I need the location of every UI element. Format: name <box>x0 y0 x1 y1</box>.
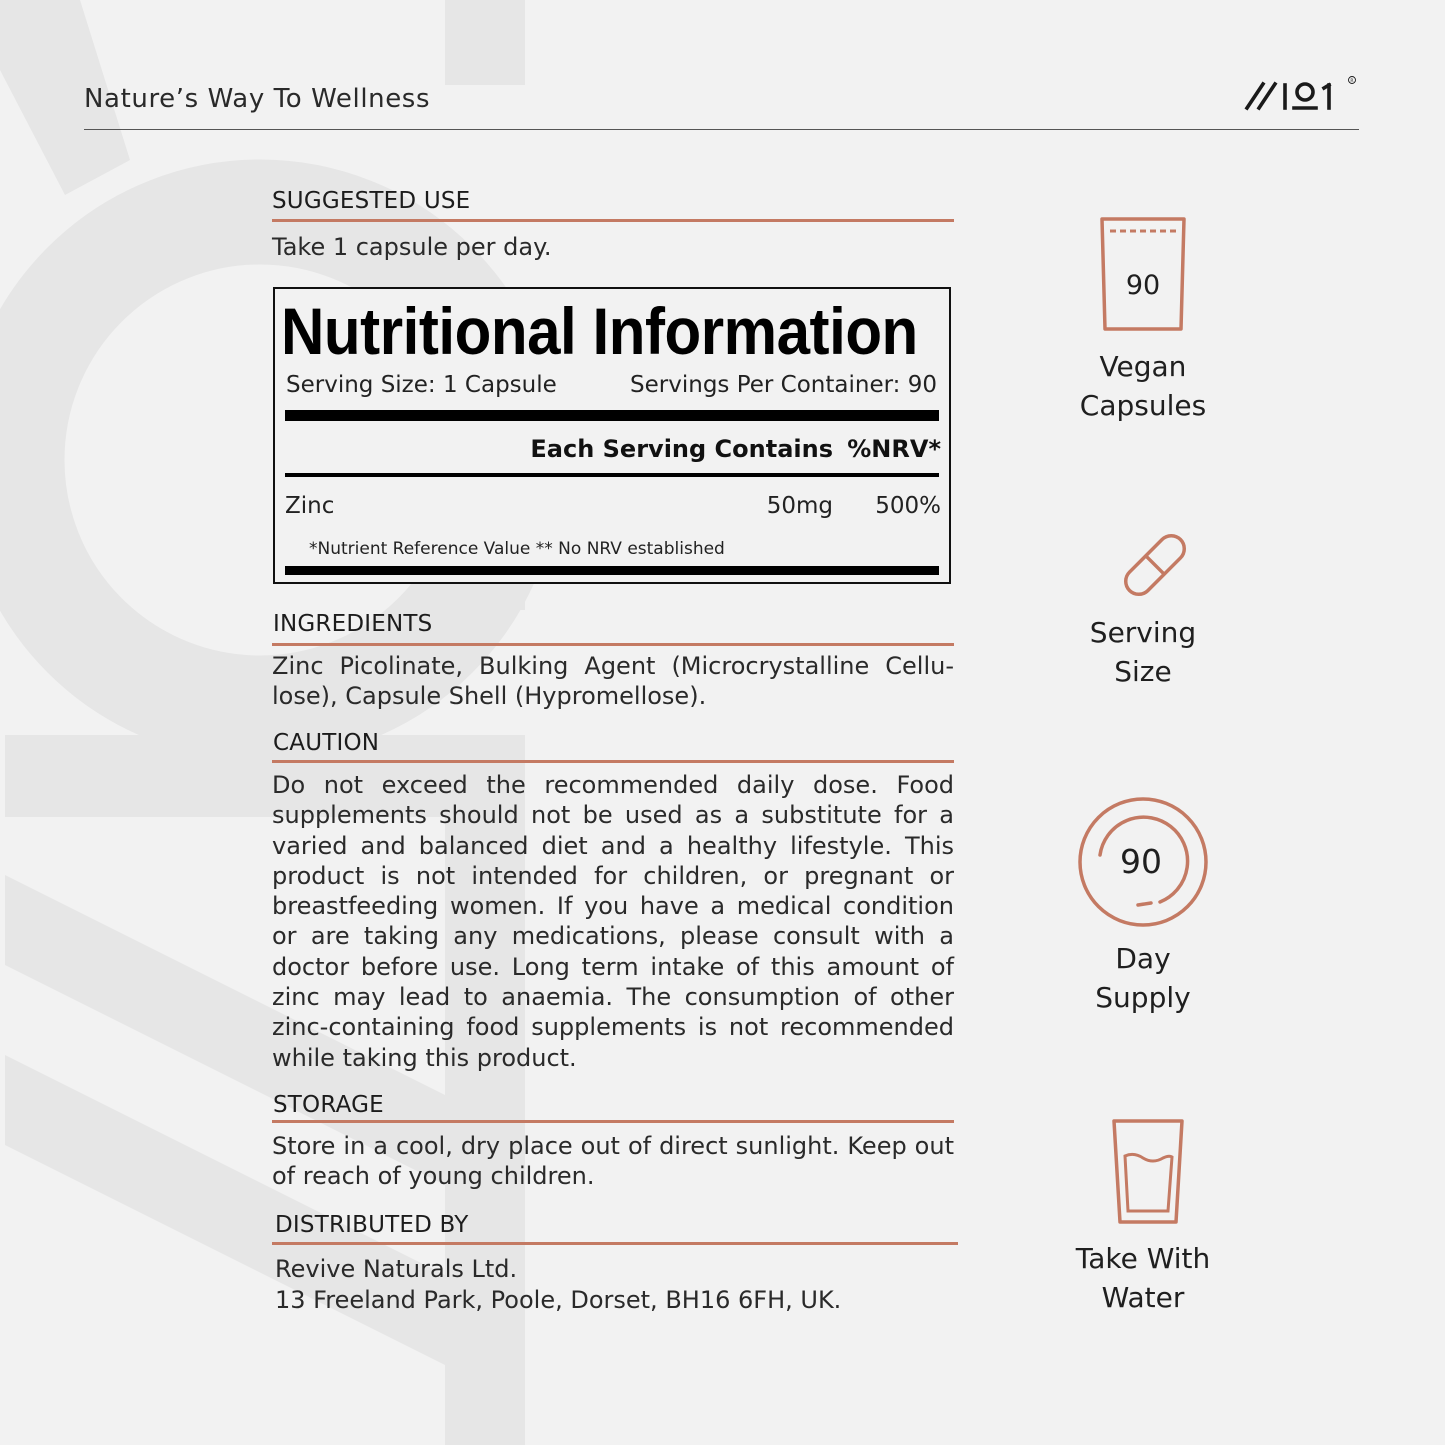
each-serving-header: Each Serving Contains <box>530 435 833 463</box>
supply-days: 90 <box>1120 842 1162 881</box>
storage-title: STORAGE <box>273 1092 384 1118</box>
ingredients-line: lose), Capsule Shell (Hypromellose). <box>272 682 707 711</box>
nutrition-thin-bar <box>285 473 939 477</box>
badge-take-with-water <box>1023 1239 1263 1317</box>
badge-label-line: Supply <box>1095 981 1191 1014</box>
storage-rule <box>272 1120 954 1123</box>
badge-label-line: Vegan <box>1099 350 1187 383</box>
badge-day-supply <box>1023 939 1263 1017</box>
servings-per-container: Servings Per Container: 90 <box>630 372 937 398</box>
badge-label-line: Day <box>1115 942 1171 975</box>
brand-logo <box>1244 72 1360 116</box>
distributor-company: Revive Naturals Ltd. <box>275 1255 518 1283</box>
ingredients-rule <box>272 643 954 646</box>
badge-vegan-capsules <box>1023 347 1263 425</box>
nutrient-amount: 50mg <box>766 493 833 519</box>
nutrition-table <box>273 287 951 584</box>
caution-line: product is not intended for children, or pregnant or <box>272 861 954 890</box>
badge-label-line: Size <box>1114 655 1172 688</box>
distributed-by-title: DISTRIBUTED BY <box>275 1212 469 1238</box>
suggested-use-text: Take 1 capsule per day. <box>272 233 552 261</box>
nutrition-bottom-bar <box>285 566 939 575</box>
badge-label-line: Take With <box>1075 1242 1211 1275</box>
storage-line: Store in a cool, dry place out of direct sunlight. Keep out <box>272 1132 954 1160</box>
caution-line: breastfeeding women. If you have a medical condition <box>272 892 954 921</box>
tagline: Nature’s Way To Wellness <box>84 84 431 114</box>
badge-label-line: Water <box>1101 1281 1185 1314</box>
svg-text:R: R <box>1350 79 1354 84</box>
suggested-use-title: SUGGESTED USE <box>272 188 471 214</box>
ingredients-title: INGREDIENTS <box>273 611 433 637</box>
caution-line: or are taking any medications, please consult with a <box>272 922 954 951</box>
pouch-icon <box>1098 216 1188 333</box>
caution-line: supplements should not be used as a substitute for a <box>272 801 954 830</box>
suggested-use-rule <box>272 219 954 222</box>
badge-serving-size <box>1023 613 1263 691</box>
storage-line: of reach of young children. <box>272 1162 595 1191</box>
capsules-count: 90 <box>1125 270 1161 301</box>
nutrition-footnote: *Nutrient Reference Value ** No NRV established <box>309 539 725 559</box>
clock-circle-icon <box>1074 793 1212 931</box>
caution-title: CAUTION <box>273 730 380 756</box>
caution-line: while taking this product. <box>272 1043 577 1072</box>
water-glass-icon <box>1110 1118 1186 1226</box>
nutrient-name: Zinc <box>285 493 335 519</box>
distributor-address: 13 Freeland Park, Poole, Dorset, BH16 6FH, UK. <box>275 1286 842 1314</box>
nutrition-title: Nutritional Information <box>281 294 918 368</box>
caution-line: varied and balanced diet and a healthy lifestyle. This <box>272 831 954 860</box>
caution-line: zinc-containing food supplements is not recommended <box>272 1013 954 1042</box>
distributed-by-rule <box>272 1242 958 1245</box>
ingredients-text <box>272 651 954 712</box>
serving-size: Serving Size: 1 Capsule <box>286 372 557 398</box>
caution-rule <box>272 760 954 763</box>
caution-line: Do not exceed the recommended daily dose. Food <box>272 771 954 799</box>
caution-line: doctor before use. Long term intake of this amount of <box>272 952 954 981</box>
caution-text <box>272 770 954 1073</box>
storage-text <box>272 1131 954 1192</box>
capsule-icon <box>1113 524 1197 606</box>
caution-line: zinc may lead to anaemia. The consumption of other <box>272 983 954 1012</box>
nrv-header: %NRV* <box>847 435 941 463</box>
nutrition-thick-bar <box>285 410 939 421</box>
badge-label-line: Capsules <box>1079 389 1207 422</box>
ingredients-line: Zinc Picolinate, Bulking Agent (Microcrystalline Cellu- <box>272 652 954 680</box>
header-divider <box>84 129 1359 130</box>
nutrient-nrv: 500% <box>875 493 941 519</box>
badge-label-line: Serving <box>1089 616 1197 649</box>
